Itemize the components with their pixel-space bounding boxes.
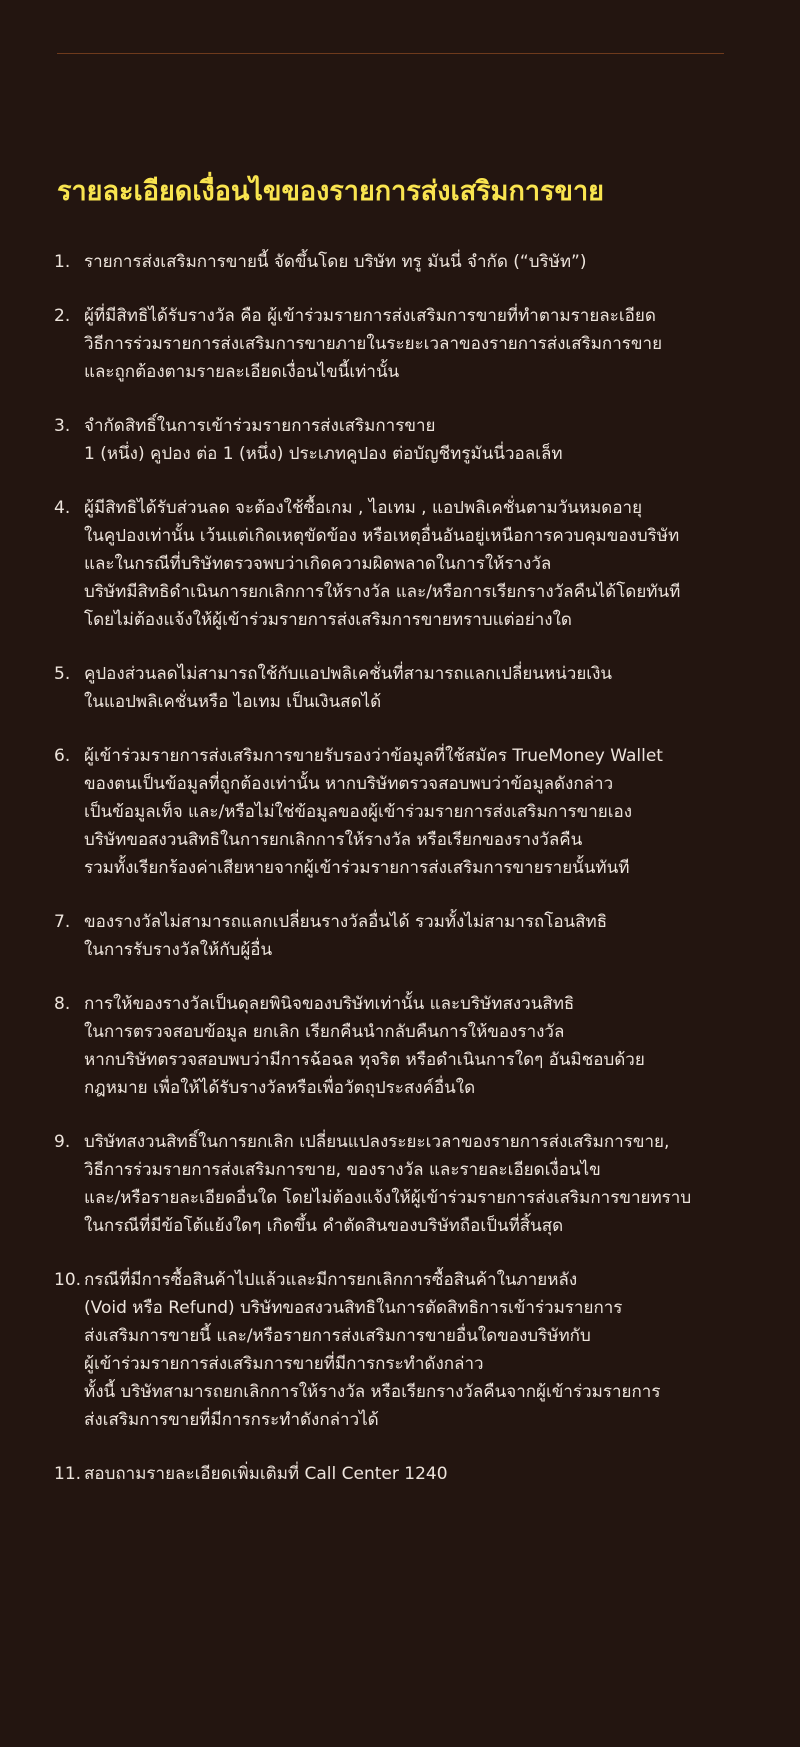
term-number: 11. (54, 1464, 82, 1484)
term-item (54, 248, 784, 276)
term-item (54, 1460, 784, 1488)
page-title: รายละเอียดเงื่อนไขของรายการส่งเสริมการขาย (57, 176, 604, 207)
term-item (54, 908, 784, 964)
term-text (84, 1266, 784, 1434)
term-line: สอบถามรายละเอียดเพิ่มเติมที่ Call Center 1240 (84, 1464, 448, 1484)
term-line: และถูกต้องตามรายละเอียดเงื่อนไขนี้เท่านั้น (84, 362, 400, 382)
term-text (84, 412, 784, 468)
term-line: กฎหมาย เพื่อให้ได้รับรางวัลหรือเพื่อวัตถุประสงค์อื่นใด (84, 1078, 476, 1098)
term-line: จำกัดสิทธิ์ในการเข้าร่วมรายการส่งเสริมการขาย (84, 416, 436, 436)
term-line: รวมทั้งเรียกร้องค่าเสียหายจากผู้เข้าร่วมรายการส่งเสริมการขายรายนั้นทันที (84, 858, 630, 878)
term-text (84, 248, 784, 276)
term-line: และในกรณีที่บริษัทตรวจพบว่าเกิดความผิดพลาดในการให้รางวัล (84, 554, 552, 574)
term-line: วิธีการร่วมรายการส่งเสริมการขาย, ของรางวัล และรายละเอียดเงื่อนไข (84, 1160, 601, 1180)
term-line: ส่งเสริมการขายที่มีการกระทำดังกล่าวได้ (84, 1410, 379, 1430)
term-item (54, 1266, 784, 1434)
term-line: หากบริษัทตรวจสอบพบว่ามีการฉ้อฉล ทุจริต หรือดำเนินการใดๆ อันมิชอบด้วย (84, 1050, 645, 1070)
term-line: ในแอปพลิเคชั่นหรือ ไอเทม เป็นเงินสดได้ (84, 692, 382, 712)
top-divider (57, 53, 724, 54)
term-line: กรณีที่มีการซื้อสินค้าไปแล้วและมีการยกเลิกการซื้อสินค้าในภายหลัง (84, 1270, 578, 1290)
term-text (84, 742, 784, 882)
term-number: 2. (54, 306, 71, 326)
term-line: การให้ของรางวัลเป็นดุลยพินิจของบริษัทเท่านั้น และบริษัทสงวนสิทธิ (84, 994, 575, 1014)
term-line: บริษัทขอสงวนสิทธิในการยกเลิกการให้รางวัล หรือเรียกของรางวัลคืน (84, 830, 583, 850)
term-number: 4. (54, 498, 71, 518)
term-text (84, 1460, 784, 1488)
term-line: บริษัทสงวนสิทธิ์ในการยกเลิก เปลี่ยนแปลงระยะเวลาของรายการส่งเสริมการขาย, (84, 1132, 670, 1152)
term-line: ในการรับรางวัลให้กับผู้อื่น (84, 940, 273, 960)
term-line: ในกรณีที่มีข้อโต้แย้งใดๆ เกิดขึ้น คำตัดสินของบริษัทถือเป็นที่สิ้นสุด (84, 1216, 564, 1236)
term-item (54, 302, 784, 386)
term-number: 6. (54, 746, 71, 766)
term-item (54, 742, 784, 882)
term-line: ในการตรวจสอบข้อมูล ยกเลิก เรียกคืนนำกลับคืนการให้ของรางวัล (84, 1022, 565, 1042)
term-number: 3. (54, 416, 71, 436)
term-text (84, 302, 784, 386)
terms-list (54, 248, 784, 1514)
term-line: ผู้เข้าร่วมรายการส่งเสริมการขายที่มีการกระทำดังกล่าว (84, 1354, 484, 1374)
term-line: ผู้มีสิทธิได้รับส่วนลด จะต้องใช้ซื้อเกม , ไอเทม , แอปพลิเคชั่นตามวันหมดอายุ (84, 498, 643, 518)
term-line: ของรางวัลไม่สามารถแลกเปลี่ยนรางวัลอื่นได้ รวมทั้งไม่สามารถโอนสิทธิ (84, 912, 608, 932)
term-item (54, 494, 784, 634)
term-line: (Void หรือ Refund) บริษัทขอสงวนสิทธิในการตัดสิทธิการเข้าร่วมรายการ (84, 1298, 623, 1318)
term-number: 10. (54, 1270, 82, 1290)
term-text (84, 660, 784, 716)
term-number: 1. (54, 252, 71, 272)
term-item (54, 660, 784, 716)
term-line: 1 (หนึ่ง) คูปอง ต่อ 1 (หนึ่ง) ประเภทคูปอง ต่อบัญชีทรูมันนี่วอลเล็ท (84, 444, 563, 464)
term-item (54, 412, 784, 468)
term-number: 8. (54, 994, 71, 1014)
term-text (84, 908, 784, 964)
term-item (54, 990, 784, 1102)
term-text (84, 494, 784, 634)
term-line: ของตนเป็นข้อมูลที่ถูกต้องเท่านั้น หากบริษัทตรวจสอบพบว่าข้อมูลดังกล่าว (84, 774, 614, 794)
term-line: โดยไม่ต้องแจ้งให้ผู้เข้าร่วมรายการส่งเสริมการขายทราบแต่อย่างใด (84, 610, 572, 630)
term-line: และ/หรือรายละเอียดอื่นใด โดยไม่ต้องแจ้งให้ผู้เข้าร่วมรายการส่งเสริมการขายทราบ (84, 1188, 692, 1208)
term-line: ส่งเสริมการขายนี้ และ/หรือรายการส่งเสริมการขายอื่นใดของบริษัทกับ (84, 1326, 591, 1346)
term-line: คูปองส่วนลดไม่สามารถใช้กับแอปพลิเคชั่นที่สามารถแลกเปลี่ยนหน่วยเงิน (84, 664, 613, 684)
term-item (54, 1128, 784, 1240)
term-line: วิธีการร่วมรายการส่งเสริมการขายภายในระยะเวลาของรายการส่งเสริมการขาย (84, 334, 663, 354)
term-line: ในคูปองเท่านั้น เว้นแต่เกิดเหตุขัดข้อง หรือเหตุอื่นอันอยู่เหนือการควบคุมของบริษัท (84, 526, 680, 546)
term-line: เป็นข้อมูลเท็จ และ/หรือไม่ใช่ข้อมูลของผู้เข้าร่วมรายการส่งเสริมการขายเอง (84, 802, 633, 822)
term-line: ทั้งนี้ บริษัทสามารถยกเลิกการให้รางวัล หรือเรียกรางวัลคืนจากผู้เข้าร่วมรายการ (84, 1382, 661, 1402)
term-line: ผู้เข้าร่วมรายการส่งเสริมการขายรับรองว่าข้อมูลที่ใช้สมัคร TrueMoney Wallet (84, 746, 663, 766)
term-number: 7. (54, 912, 71, 932)
term-number: 9. (54, 1132, 71, 1152)
term-line: รายการส่งเสริมการขายนี้ จัดขึ้นโดย บริษัท ทรู มันนี่ จำกัด (“บริษัท”) (84, 252, 587, 272)
term-line: บริษัทมีสิทธิดำเนินการยกเลิกการให้รางวัล และ/หรือการเรียกรางวัลคืนได้โดยทันที (84, 582, 681, 602)
term-number: 5. (54, 664, 71, 684)
term-text (84, 1128, 784, 1240)
term-text (84, 990, 784, 1102)
term-line: ผู้ที่มีสิทธิได้รับรางวัล คือ ผู้เข้าร่วมรายการส่งเสริมการขายที่ทำตามรายละเอียด (84, 306, 656, 326)
